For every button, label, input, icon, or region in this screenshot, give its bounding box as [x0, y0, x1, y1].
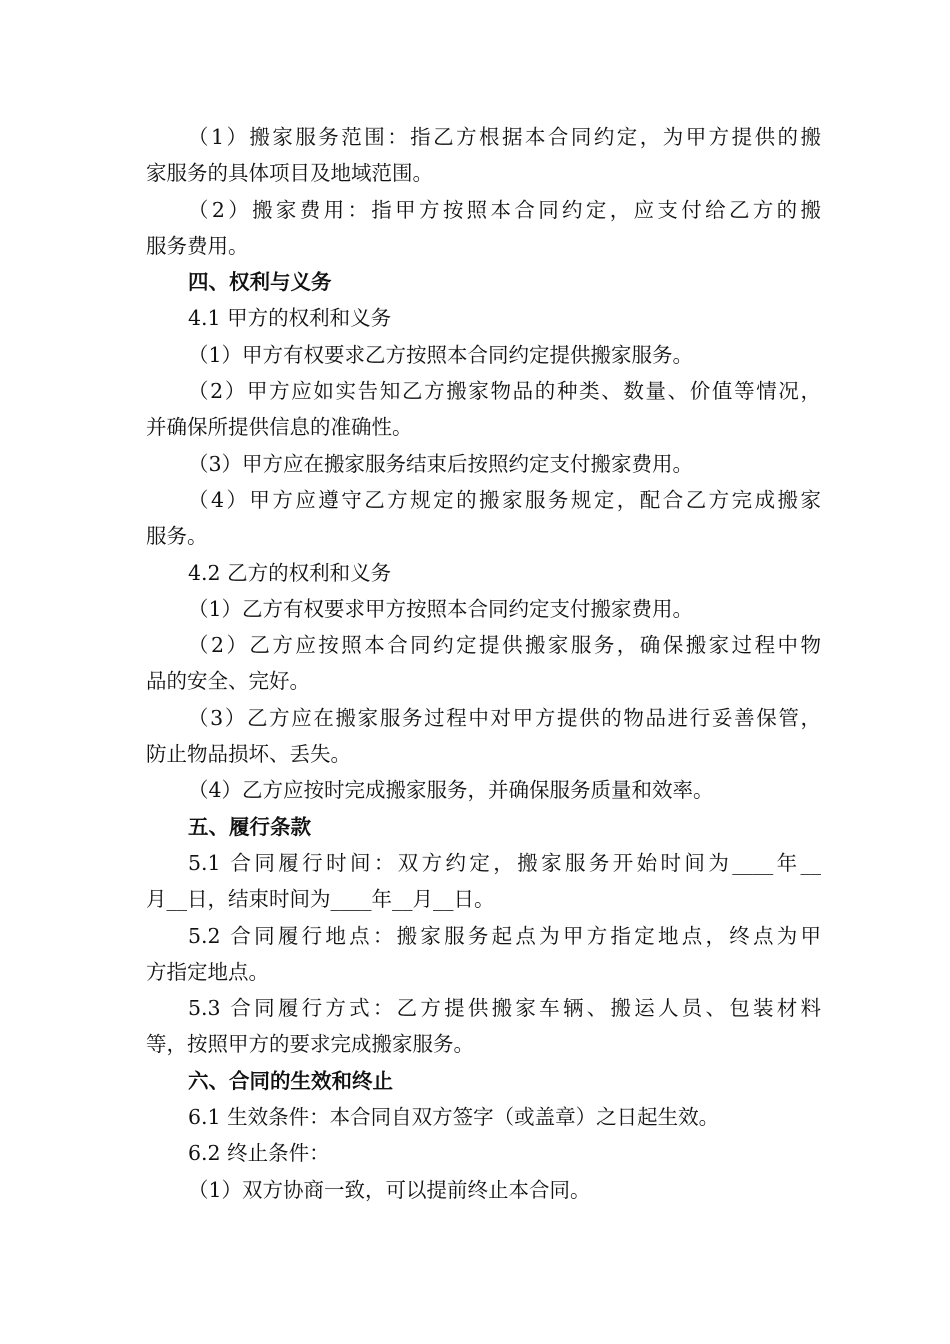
- text-line: （1）双方协商一致，可以提前终止本合同。: [188, 1177, 591, 1202]
- document-body: [146, 119, 821, 1208]
- text-line: 5.1 合同履行时间：双方约定，搬家服务开始时间为____年__: [188, 850, 821, 875]
- section-heading: 四、权利与义务: [188, 270, 332, 295]
- text-line: （1）搬家服务范围：指乙方根据本合同约定，为甲方提供的搬: [188, 125, 821, 149]
- text-line: 6.1 生效条件：本合同自双方签字（或盖章）之日起生效。: [188, 1105, 720, 1130]
- text-line: 5.3 合同履行方式：乙方提供搬家车辆、搬运人员、包装材料: [188, 996, 821, 1021]
- text-line: （2）搬家费用：指甲方按照本合同约定，应支付给乙方的搬: [188, 197, 821, 222]
- text-line: 4.1 甲方的权利和义务: [188, 306, 392, 331]
- text-line: （3）乙方应在搬家服务过程中对甲方提供的物品进行妥善保管，: [188, 705, 821, 730]
- text-line: （2）甲方应如实告知乙方搬家物品的种类、数量、价值等情况，: [188, 379, 821, 404]
- text-line: 服务费用。: [146, 233, 249, 258]
- text-line: 4.2 乙方的权利和义务: [188, 560, 392, 585]
- text-line: 5.2 合同履行地点：搬家服务起点为甲方指定地点，终点为甲: [188, 923, 821, 948]
- text-line: 家服务的具体项目及地域范围。: [146, 161, 433, 186]
- text-line: 服务。: [146, 524, 208, 549]
- text-line: 月__日，结束时间为____年__月__日。: [146, 887, 495, 912]
- text-line: （4）甲方应遵守乙方规定的搬家服务规定，配合乙方完成搬家: [188, 487, 821, 512]
- text-line: 品的安全、完好。: [146, 669, 310, 694]
- section-heading: 六、合同的生效和终止: [188, 1068, 393, 1093]
- text-line: 方指定地点。: [146, 959, 269, 984]
- text-line: （2）乙方应按照本合同约定提供搬家服务，确保搬家过程中物: [188, 633, 821, 658]
- section-heading: 五、履行条款: [188, 814, 311, 839]
- text-line: 等，按照甲方的要求完成搬家服务。: [146, 1032, 474, 1057]
- text-line: 并确保所提供信息的准确性。: [146, 415, 413, 440]
- text-line: 防止物品损坏、丢失。: [146, 742, 351, 767]
- text-line: （4）乙方应按时完成搬家服务，并确保服务质量和效率。: [188, 778, 714, 803]
- text-line: （1）甲方有权要求乙方按照本合同约定提供搬家服务。: [188, 342, 694, 367]
- text-line: （3）甲方应在搬家服务结束后按照约定支付搬家费用。: [188, 451, 694, 476]
- text-line: （1）乙方有权要求甲方按照本合同约定支付搬家费用。: [188, 596, 694, 621]
- text-line: 6.2 终止条件：: [188, 1141, 330, 1166]
